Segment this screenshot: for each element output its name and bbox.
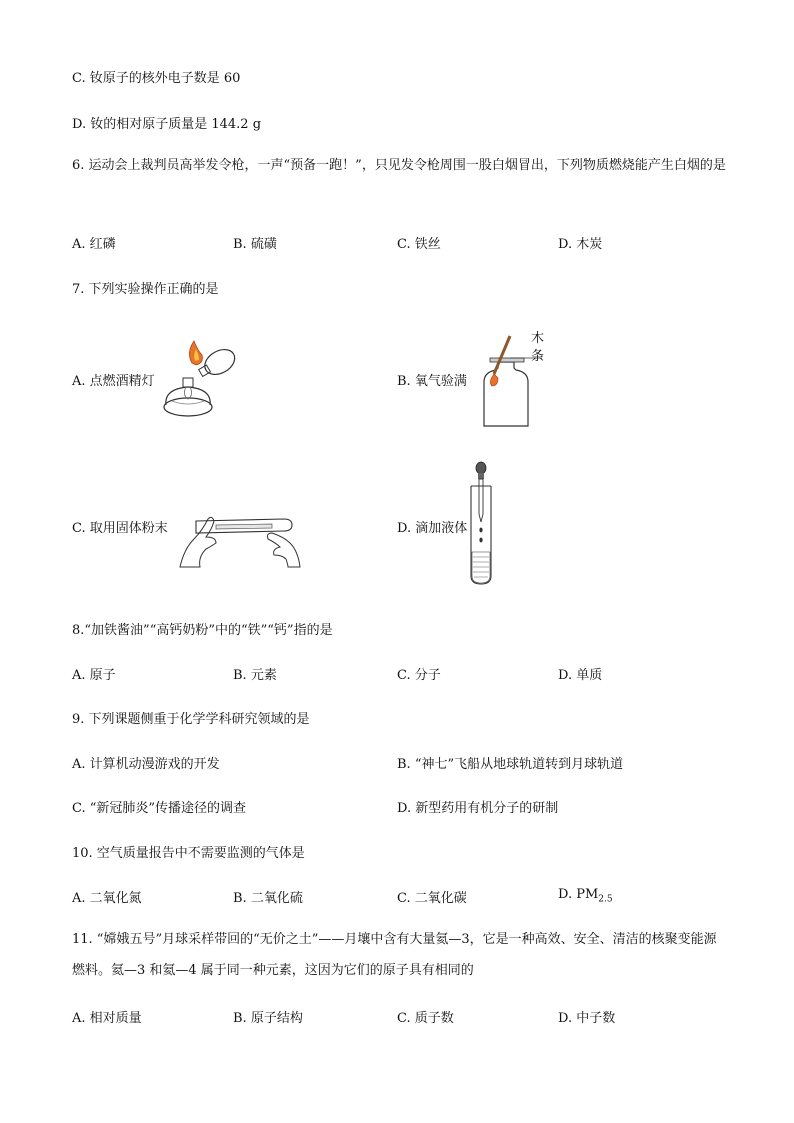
q5-option-c: C. 钕原子的核外电子数是 60 (72, 71, 241, 86)
dropper-figure (465, 460, 497, 586)
oxygen-test-figure (470, 328, 560, 428)
q8-stem: 8.“加铁酱油”“高钙奶粉”中的“铁”“钙”指的是 (72, 623, 333, 638)
q5-option-d: D. 钕的相对原子质量是 144.2 g (72, 117, 262, 132)
q10-option-d-text: D. PM (558, 887, 599, 902)
q10-option-b: B. 二氧化硫 (233, 891, 303, 906)
q9-option-c: C. “新冠肺炎”传播途径的调查 (72, 801, 247, 816)
q7-option-d: D. 滴加液体 (397, 521, 468, 536)
q7-option-c: C. 取用固体粉末 (72, 521, 168, 536)
q11-option-a: A. 相对质量 (72, 1011, 142, 1026)
q8-option-a: A. 原子 (72, 668, 116, 683)
q9-option-a: A. 计算机动漫游戏的开发 (72, 757, 220, 772)
q10-option-d (558, 887, 613, 905)
q7-option-b: B. 氧气验满 (397, 374, 467, 389)
q11-option-d: D. 中子数 (558, 1011, 616, 1026)
q9-option-d: D. 新型药用有机分子的研制 (397, 801, 559, 816)
q6-option-c: C. 铁丝 (397, 237, 441, 252)
q11-stem: 11. “嫦娥五号”月球采样带回的“无价之土”——月壤中含有大量氦—3，它是一种高效、安全、清洁的核聚变能源燃料。氦—3 和氦—4 属于同一种元素，这因为它们的原子具有相同的 (72, 932, 717, 978)
q10-stem: 10. 空气质量报告中不需要监测的气体是 (72, 846, 305, 861)
q9-stem: 9. 下列课题侧重于化学学科研究领域的是 (72, 712, 310, 727)
q8-option-d: D. 单质 (558, 668, 603, 683)
q7-stem: 7. 下列实验操作正确的是 (72, 282, 219, 297)
wood-label-2: 条 (531, 349, 545, 364)
q11-option-b: B. 原子结构 (233, 1011, 303, 1026)
q9-option-b: B. “神七”飞船从地球轨道转到月球轨道 (397, 757, 624, 772)
q6-option-a: A. 红磷 (72, 237, 116, 252)
lighting-lamp-figure (158, 333, 246, 421)
q10-option-a: A. 二氧化氮 (72, 891, 142, 906)
q11-option-c: C. 质子数 (397, 1011, 454, 1026)
powder-test-tube-figure (176, 497, 304, 569)
q8-option-c: C. 分子 (397, 668, 441, 683)
q6-option-b: B. 硫磺 (233, 237, 277, 252)
q7-option-a: A. 点燃酒精灯 (72, 374, 155, 389)
q10-option-d-subscript: 2.5 (598, 894, 613, 905)
wood-label-1: 木 (531, 331, 545, 346)
q6-option-d: D. 木炭 (558, 237, 603, 252)
q8-option-b: B. 元素 (233, 668, 277, 683)
q10-option-c: C. 二氧化碳 (397, 891, 467, 906)
q6-stem: 6. 运动会上裁判员高举发令枪，一声“预备一跑！”，只见发令枪周围一股白烟冒出，下列物质燃烧能产生白烟的是 (72, 158, 726, 173)
